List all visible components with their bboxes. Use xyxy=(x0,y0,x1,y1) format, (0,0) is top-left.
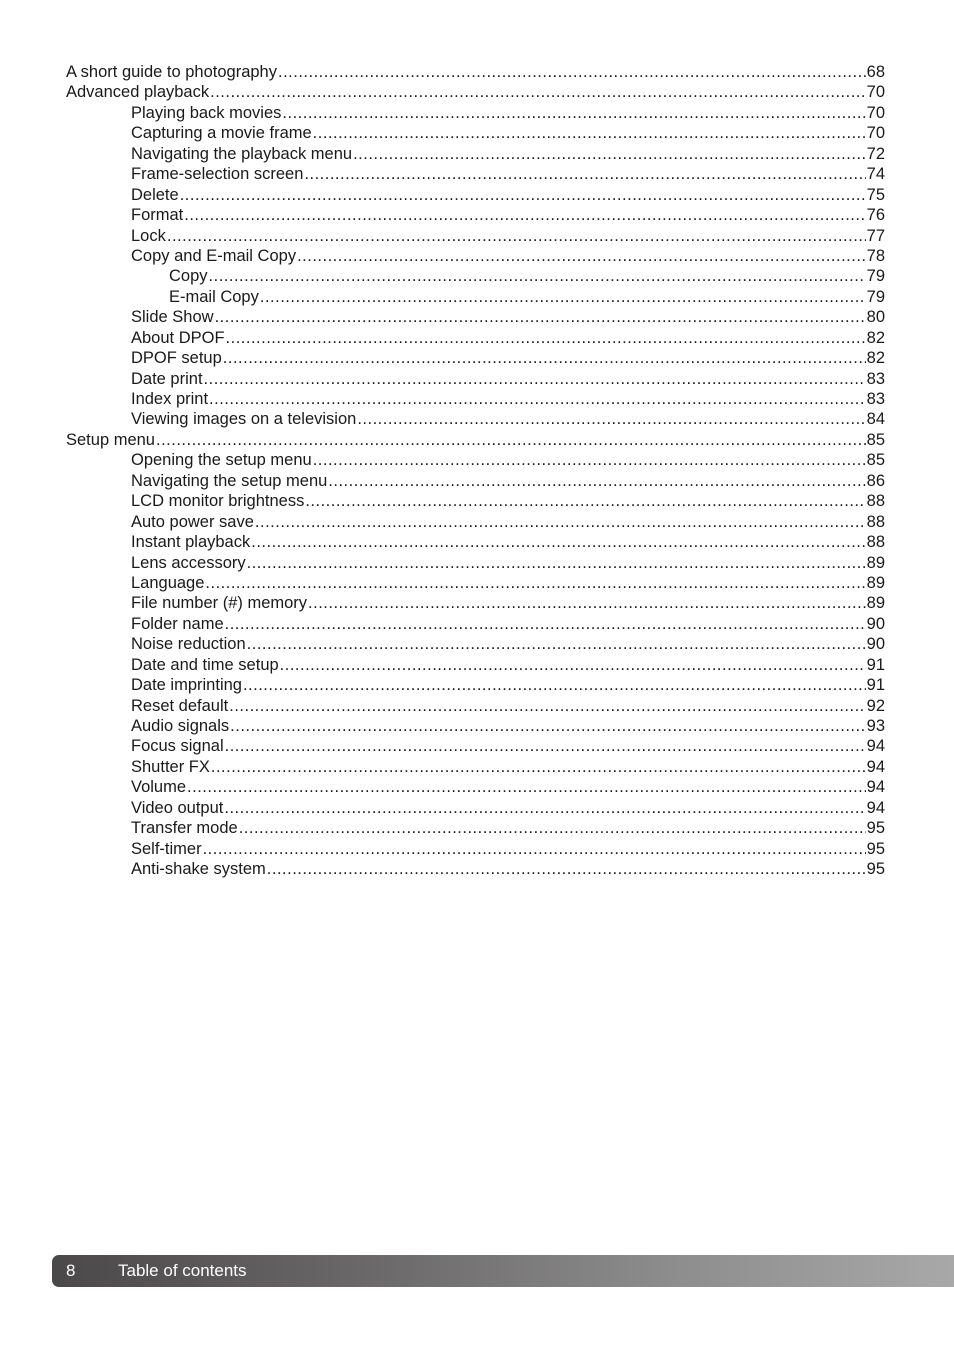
toc-entry-title: Viewing images on a television xyxy=(131,410,357,429)
toc-dot-leader xyxy=(225,614,866,634)
toc-entry-title: About DPOF xyxy=(131,328,225,347)
toc-entry-title: Anti-shake system xyxy=(131,860,266,879)
toc-entry[interactable] xyxy=(66,798,885,818)
toc-entry-title: Audio signals xyxy=(131,717,230,735)
toc-dot-leader xyxy=(278,62,866,82)
toc-dot-leader xyxy=(210,82,866,102)
toc-entry[interactable] xyxy=(66,696,885,716)
toc-entry-page: 95 xyxy=(866,860,885,879)
toc-entry[interactable] xyxy=(66,471,885,491)
toc-dot-leader xyxy=(215,307,866,327)
toc-dot-leader xyxy=(167,226,866,246)
toc-entry-page: 85 xyxy=(866,451,885,470)
toc-entry[interactable] xyxy=(66,164,885,184)
toc-entry[interactable] xyxy=(66,634,885,654)
toc-entry-page: 94 xyxy=(866,798,885,817)
toc-entry-title: Capturing a movie frame xyxy=(131,124,312,143)
toc-entry-page: 90 xyxy=(866,635,885,654)
toc-entry[interactable] xyxy=(66,430,885,450)
toc-entry-title: File number (#) memory xyxy=(131,594,308,613)
toc-entry-title: Folder name xyxy=(131,614,224,633)
toc-entry-page: 70 xyxy=(866,103,885,122)
toc-dot-leader xyxy=(305,491,865,511)
toc-entry[interactable] xyxy=(66,532,885,552)
toc-entry[interactable] xyxy=(66,593,885,613)
toc-dot-leader xyxy=(156,430,866,450)
toc-dot-leader xyxy=(267,859,866,879)
toc-dot-leader xyxy=(247,553,866,573)
toc-entry-page: 94 xyxy=(866,737,885,756)
toc-entry-title: Playing back movies xyxy=(131,103,282,122)
toc-entry-page: 89 xyxy=(866,573,885,592)
toc-dot-leader xyxy=(260,287,866,307)
toc-entry[interactable] xyxy=(66,675,885,695)
toc-dot-leader xyxy=(180,185,866,205)
toc-dot-leader xyxy=(239,818,866,838)
toc-entry[interactable] xyxy=(66,62,885,82)
toc-entry-page: 83 xyxy=(866,369,885,388)
footer-bar xyxy=(52,1255,954,1287)
toc-entry[interactable] xyxy=(66,185,885,205)
toc-entry[interactable] xyxy=(66,818,885,838)
toc-entry-title: Format xyxy=(131,206,184,225)
toc-entry[interactable] xyxy=(66,144,885,164)
toc-entry-page: 84 xyxy=(866,410,885,429)
toc-entry-page: 91 xyxy=(866,655,885,674)
toc-entry[interactable] xyxy=(66,82,885,102)
toc-entry-title: A short guide to photography xyxy=(66,63,277,81)
toc-entry[interactable] xyxy=(66,450,885,470)
toc-entry-title: E-mail Copy xyxy=(169,287,259,306)
toc-entry-page: 91 xyxy=(866,676,885,695)
table-of-contents xyxy=(66,62,885,880)
toc-entry-title: Noise reduction xyxy=(131,635,246,654)
toc-entry-page: 88 xyxy=(866,492,885,511)
footer-page-number: 8 xyxy=(66,1261,76,1280)
toc-entry[interactable] xyxy=(66,573,885,593)
toc-dot-leader xyxy=(187,777,866,797)
toc-entry-page: 89 xyxy=(866,553,885,572)
toc-dot-leader xyxy=(204,369,866,389)
toc-entry[interactable] xyxy=(66,736,885,756)
toc-entry[interactable] xyxy=(66,777,885,797)
toc-entry-title: Navigating the setup menu xyxy=(131,471,328,490)
toc-dot-leader xyxy=(280,655,866,675)
toc-entry[interactable] xyxy=(66,553,885,573)
toc-entry-title: Self-timer xyxy=(131,839,202,858)
toc-entry-title: Index print xyxy=(131,390,209,408)
toc-entry[interactable] xyxy=(66,205,885,225)
toc-entry[interactable] xyxy=(66,389,885,409)
toc-dot-leader xyxy=(255,512,866,532)
toc-entry-title: Language xyxy=(131,573,205,592)
toc-entry-page: 86 xyxy=(866,471,885,490)
toc-entry-page: 75 xyxy=(866,185,885,204)
toc-entry-page: 92 xyxy=(866,696,885,715)
toc-entry-page: 83 xyxy=(866,390,885,408)
toc-entry-page: 89 xyxy=(866,594,885,613)
toc-dot-leader xyxy=(313,123,866,143)
toc-dot-leader xyxy=(243,675,866,695)
toc-entry[interactable] xyxy=(66,123,885,143)
toc-entry[interactable] xyxy=(66,859,885,879)
toc-entry[interactable] xyxy=(66,328,885,348)
toc-entry[interactable] xyxy=(66,103,885,123)
footer-section-title: Table of contents xyxy=(118,1261,247,1280)
toc-entry[interactable] xyxy=(66,409,885,429)
toc-entry[interactable] xyxy=(66,287,885,307)
toc-entry-page: 88 xyxy=(866,533,885,552)
toc-dot-leader xyxy=(229,696,865,716)
toc-entry-page: 79 xyxy=(866,267,885,286)
toc-entry-page: 82 xyxy=(866,328,885,347)
toc-dot-leader xyxy=(308,593,866,613)
toc-dot-leader xyxy=(226,328,866,348)
toc-entry[interactable] xyxy=(66,307,885,327)
toc-entry[interactable] xyxy=(66,369,885,389)
toc-entry[interactable] xyxy=(66,839,885,859)
toc-entry-page: 72 xyxy=(866,144,885,163)
toc-dot-leader xyxy=(297,246,866,266)
toc-entry-title: Lock xyxy=(131,226,166,245)
toc-entry-title: Copy and E-mail Copy xyxy=(131,246,297,265)
toc-dot-leader xyxy=(211,757,866,777)
toc-entry-title: Delete xyxy=(131,185,179,204)
toc-entry-title: Advanced playback xyxy=(66,83,210,102)
toc-entry-title: Instant playback xyxy=(131,533,251,552)
toc-entry-page: 93 xyxy=(866,717,885,735)
toc-entry-title: Volume xyxy=(131,778,187,797)
toc-dot-leader xyxy=(209,266,866,286)
toc-entry-title: Focus signal xyxy=(131,737,224,756)
toc-entry-title: Navigating the playback menu xyxy=(131,144,353,163)
toc-dot-leader xyxy=(282,103,865,123)
toc-dot-leader xyxy=(328,471,865,491)
toc-entry-page: 94 xyxy=(866,778,885,797)
toc-entry-title: Date imprinting xyxy=(131,676,242,695)
toc-entry[interactable] xyxy=(66,655,885,675)
toc-entry-page: 77 xyxy=(866,226,885,245)
toc-dot-leader xyxy=(205,573,865,593)
toc-entry-page: 70 xyxy=(866,83,885,102)
toc-dot-leader xyxy=(224,798,865,818)
toc-entry-page: 76 xyxy=(866,206,885,225)
toc-entry[interactable] xyxy=(66,757,885,777)
toc-dot-leader xyxy=(357,409,865,429)
toc-entry-title: Date print xyxy=(131,369,203,388)
toc-entry-page: 79 xyxy=(866,287,885,306)
toc-entry-title: Frame-selection screen xyxy=(131,165,304,184)
toc-entry-page: 95 xyxy=(866,819,885,838)
toc-dot-leader xyxy=(251,532,865,552)
toc-entry-page: 95 xyxy=(866,839,885,858)
toc-entry-title: Reset default xyxy=(131,696,229,715)
toc-entry-title: LCD monitor brightness xyxy=(131,492,305,511)
toc-dot-leader xyxy=(184,205,865,225)
toc-entry-title: Slide Show xyxy=(131,308,214,327)
toc-entry-page: 78 xyxy=(866,246,885,265)
toc-entry[interactable] xyxy=(66,226,885,246)
toc-entry-page: 70 xyxy=(866,124,885,143)
toc-entry-title: Date and time setup xyxy=(131,655,279,674)
toc-entry[interactable] xyxy=(66,246,885,266)
toc-dot-leader xyxy=(225,736,866,756)
toc-dot-leader xyxy=(230,716,865,736)
toc-entry-title: Opening the setup menu xyxy=(131,451,312,470)
toc-dot-leader xyxy=(223,348,866,368)
toc-entry-title: Lens accessory xyxy=(131,553,246,572)
toc-dot-leader xyxy=(313,450,866,470)
toc-entry-page: 90 xyxy=(866,614,885,633)
toc-entry-title: Video output xyxy=(131,798,224,817)
toc-entry-page: 80 xyxy=(866,308,885,327)
toc-dot-leader xyxy=(203,839,866,859)
toc-entry[interactable] xyxy=(66,716,885,736)
toc-entry[interactable] xyxy=(66,266,885,286)
toc-dot-leader xyxy=(304,164,865,184)
toc-entry[interactable] xyxy=(66,614,885,634)
toc-entry-page: 85 xyxy=(866,430,885,449)
toc-entry[interactable] xyxy=(66,491,885,511)
toc-dot-leader xyxy=(209,389,866,409)
toc-dot-leader xyxy=(247,634,866,654)
toc-entry-title: DPOF setup xyxy=(131,349,222,368)
toc-entry-title: Copy xyxy=(169,267,208,286)
toc-entry-title: Transfer mode xyxy=(131,819,238,838)
toc-entry[interactable] xyxy=(66,512,885,532)
toc-entry-page: 88 xyxy=(866,512,885,531)
toc-entry-page: 94 xyxy=(866,757,885,776)
toc-entry-title: Shutter FX xyxy=(131,757,210,776)
toc-entry-title: Setup menu xyxy=(66,430,155,449)
toc-dot-leader xyxy=(353,144,866,164)
toc-entry[interactable] xyxy=(66,348,885,368)
toc-entry-page: 82 xyxy=(866,349,885,368)
toc-entry-page: 68 xyxy=(866,63,885,81)
toc-entry-page: 74 xyxy=(866,165,885,184)
toc-entry-title: Auto power save xyxy=(131,512,254,531)
